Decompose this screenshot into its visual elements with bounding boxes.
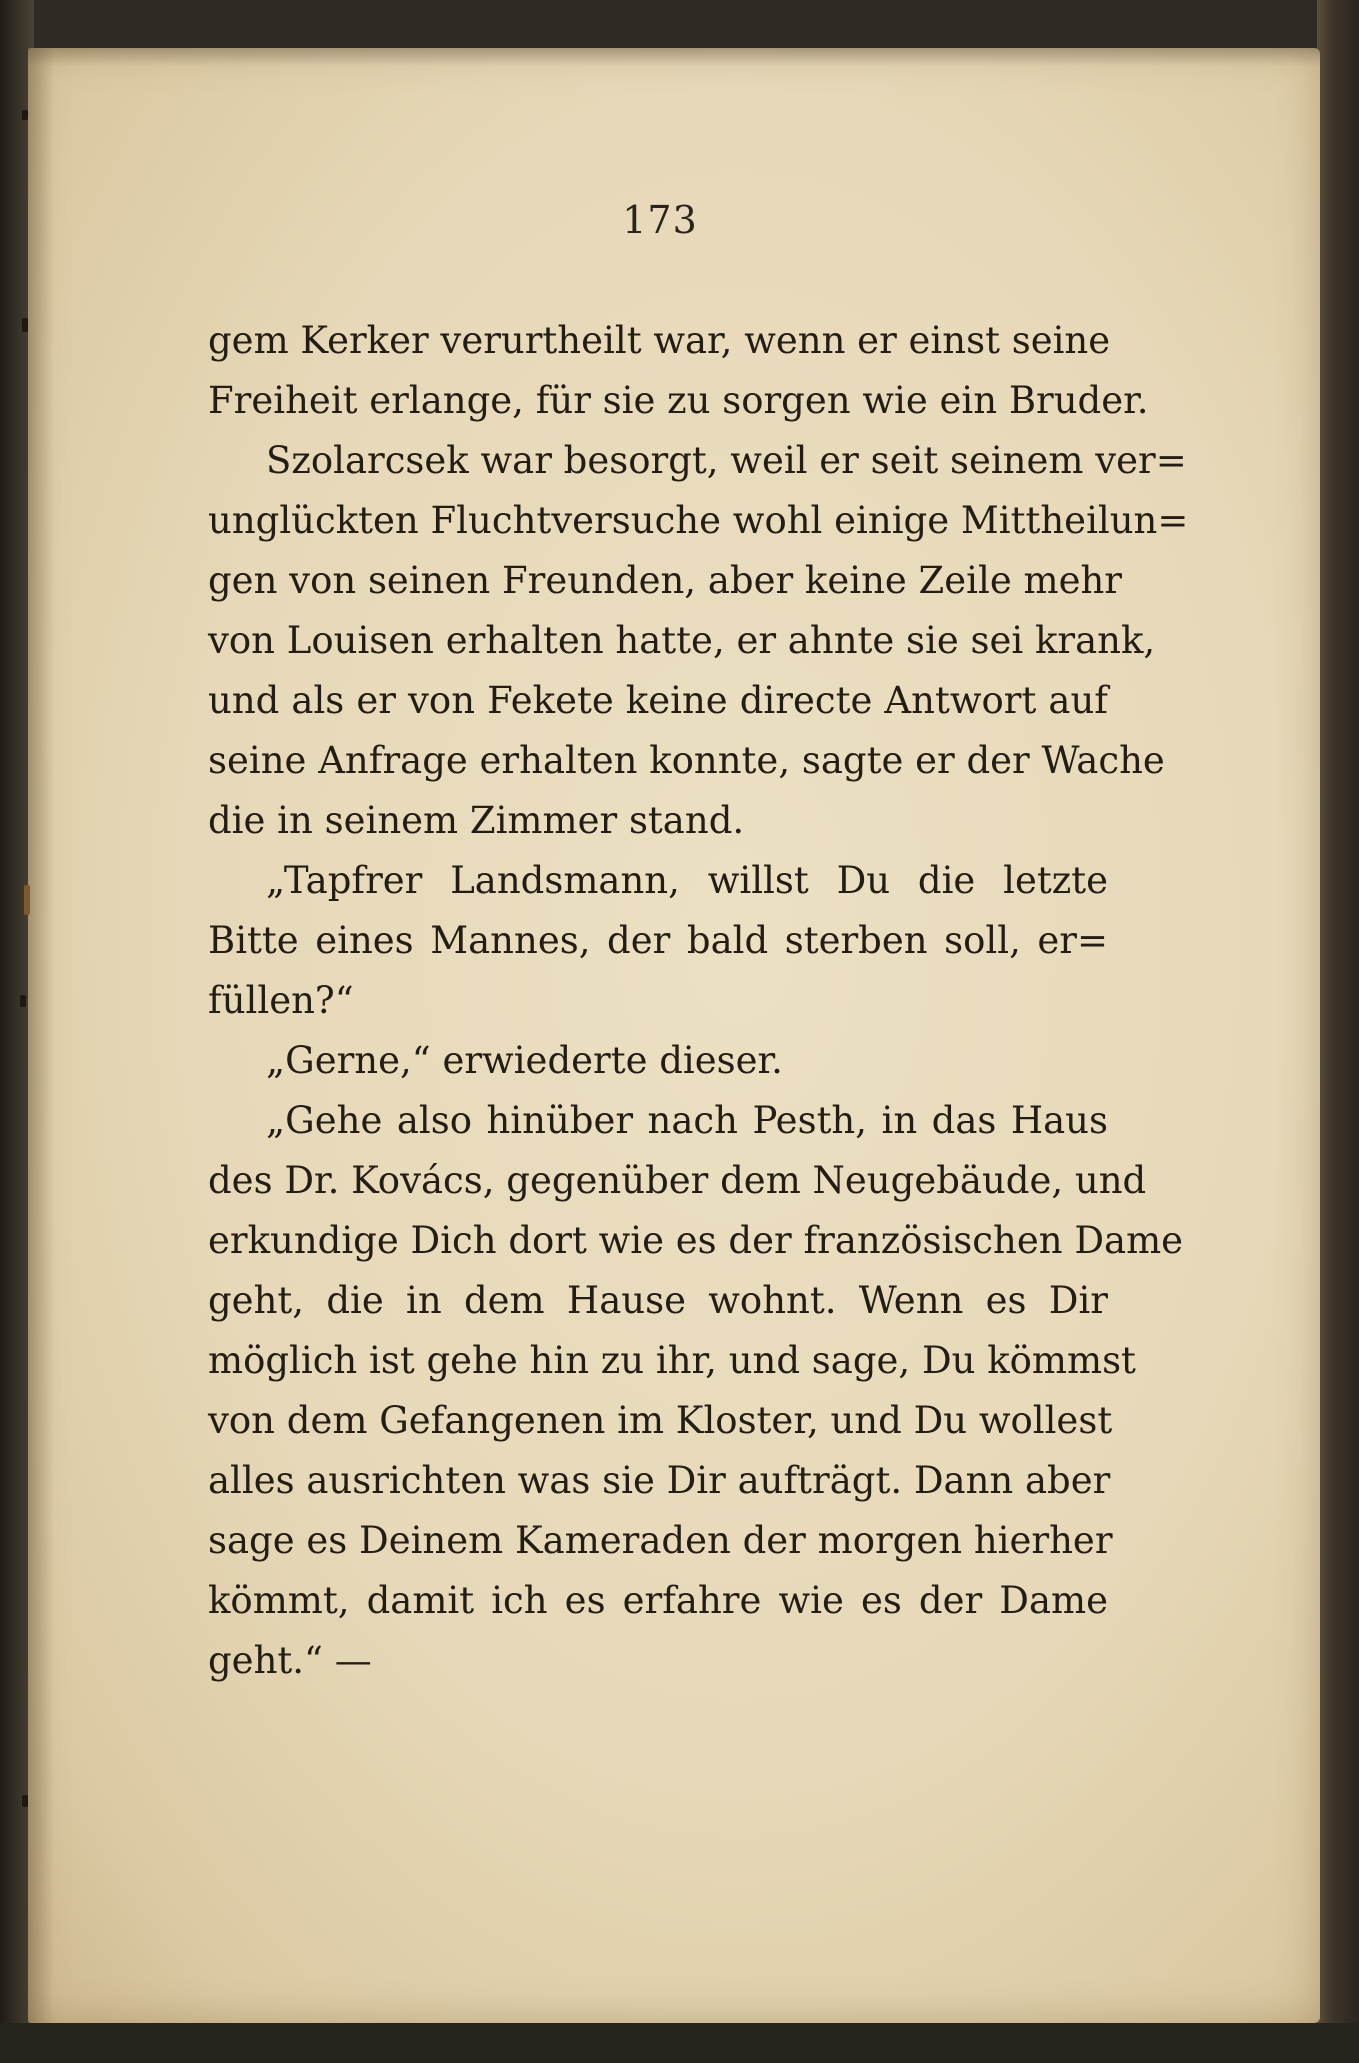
- text-line: „Gehe also hinüber nach Pesth, in das Haus: [266, 1099, 1108, 1142]
- gutter-mark: [22, 318, 28, 332]
- text-line: gen von seinen Freunden, aber keine Zeile mehr: [208, 559, 1122, 602]
- gutter-shade: [28, 48, 54, 2023]
- gutter-mark: [22, 1795, 28, 1807]
- text-line: und als er von Fekete keine directe Antwort auf: [208, 679, 1108, 722]
- text-line: gem Kerker verurtheilt war, wenn er einst seine: [208, 319, 1111, 362]
- gutter-mark: [22, 110, 28, 120]
- text-line: von dem Gefangenen im Kloster, und Du wollest: [208, 1399, 1113, 1442]
- text-line: die in seinem Zimmer stand.: [208, 799, 745, 842]
- text-line: erkundige Dich dort wie es der französischen Dame: [208, 1219, 1184, 1262]
- cover-board-edge: [1317, 0, 1359, 2063]
- text-line: Bitte eines Mannes, der bald sterben soll, er=: [208, 919, 1108, 962]
- text-line: füllen?“: [208, 979, 354, 1022]
- gutter-mark: [20, 995, 26, 1007]
- page-number: 173: [622, 198, 698, 242]
- text-line: möglich ist gehe hin zu ihr, und sage, Du kömmst: [208, 1339, 1136, 1382]
- page: [28, 48, 1320, 2023]
- text-line: des Dr. Kovács, gegenüber dem Neugebäude, und: [208, 1159, 1147, 1202]
- text-line: Szolarcsek war besorgt, weil er seit seinem ver=: [266, 439, 1187, 482]
- bottom-edge: [0, 2023, 1359, 2063]
- text-line: unglückten Fluchtversuche wohl einige Mittheilun=: [208, 499, 1189, 542]
- page-top-shade: [28, 48, 1320, 66]
- text-line: Freiheit erlange, für sie zu sorgen wie ein Bruder.: [208, 379, 1149, 422]
- text-line: sage es Deinem Kameraden der morgen hierher: [208, 1519, 1113, 1562]
- text-line: „Tapfrer Landsmann, willst Du die letzte: [266, 859, 1108, 902]
- text-line: alles ausrichten was sie Dir aufträgt. Dann aber: [208, 1459, 1111, 1502]
- text-line: „Gerne,“ erwiederte dieser.: [266, 1039, 783, 1082]
- gutter-mark: [24, 885, 30, 915]
- text-line: von Louisen erhalten hatte, er ahnte sie sei krank,: [208, 619, 1156, 662]
- text-line: seine Anfrage erhalten konnte, sagte er der Wache: [208, 739, 1165, 782]
- text-line: kömmt, damit ich es erfahre wie es der Dame: [208, 1579, 1108, 1622]
- text-line: geht, die in dem Hause wohnt. Wenn es Dir: [208, 1279, 1108, 1322]
- text-line: geht.“ —: [208, 1639, 372, 1682]
